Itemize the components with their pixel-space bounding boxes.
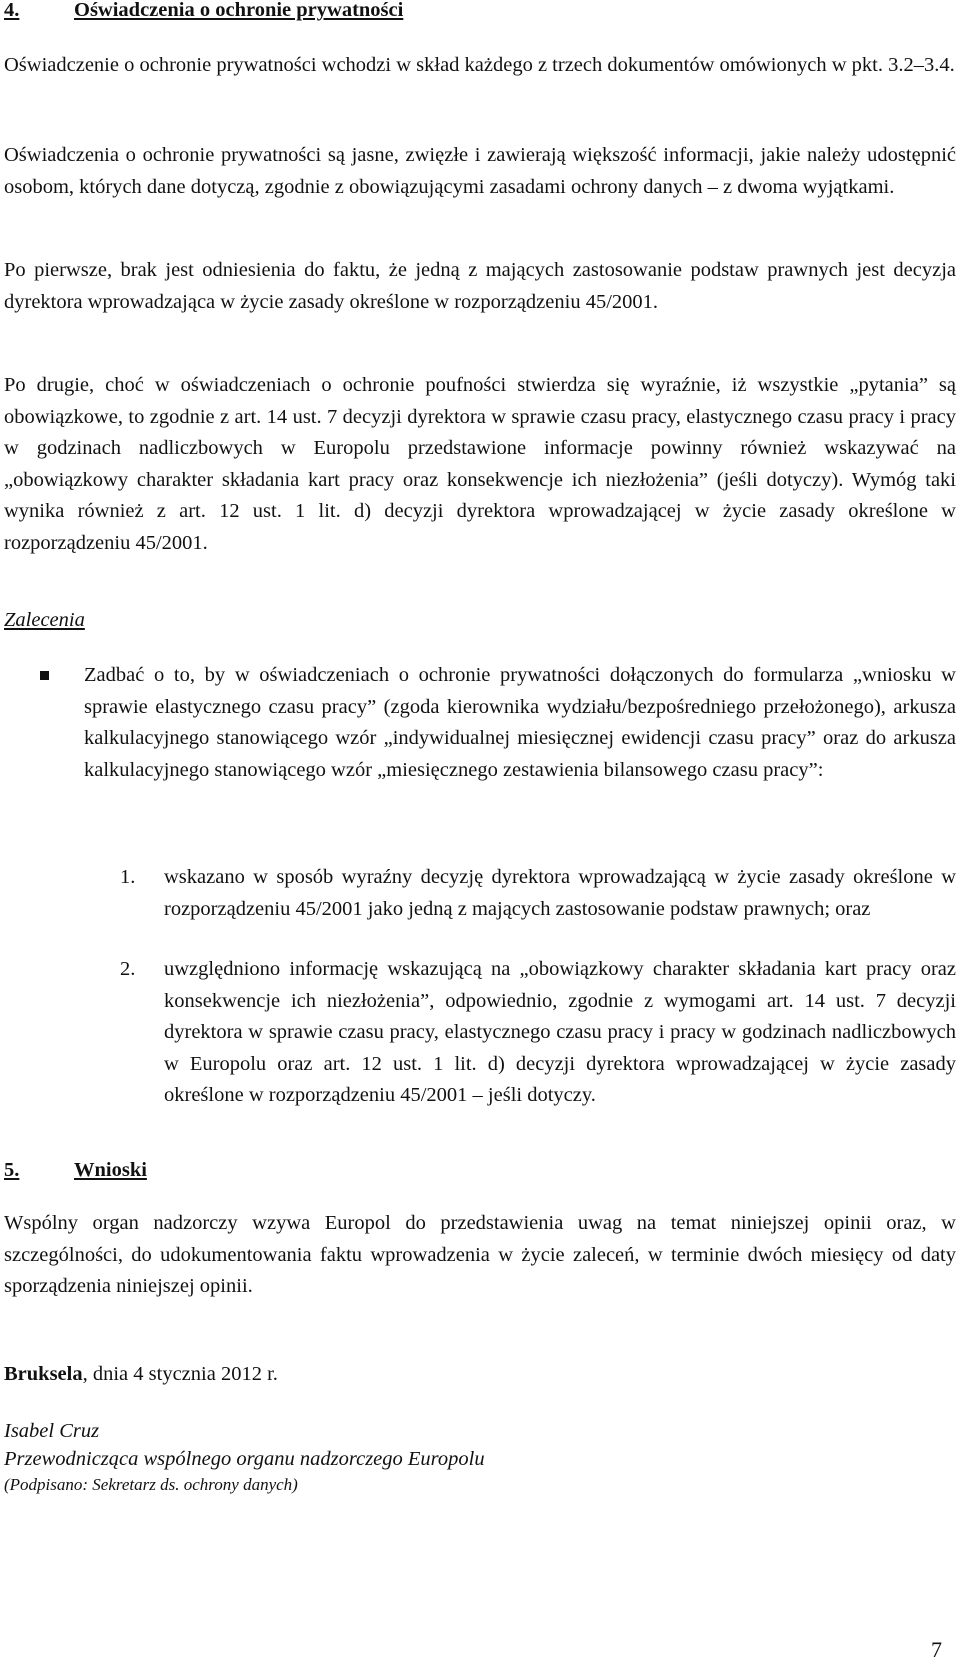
paragraph-3: Po pierwsze, brak jest odniesienia do faktu, że jedną z mających zastosowanie podstaw prawnych jest decyzja dyrektora wprowadzająca w życie zasady określone w rozporządzeniu 45/2001. <box>4 259 956 313</box>
city: Bruksela <box>4 1363 83 1385</box>
section-4-title: Oświadczenia o ochronie prywatności <box>74 0 404 21</box>
section-5-title: Wnioski <box>74 1159 147 1181</box>
page-number: 7 <box>931 1637 942 1662</box>
item-2-number: 2. <box>120 958 136 980</box>
section-5-number: 5. <box>4 1159 20 1181</box>
section-5-heading <box>4 1156 956 1184</box>
paragraph-2: Oświadczenia o ochronie prywatności są jasne, zwięzłe i zawierają większość informacji, jakie należy udostępnić osobom, których dane dotyczą, zgodnie z obowiązującymi zasadami ochrony danych – z dwoma wyjątkami. <box>4 144 956 198</box>
conclusions-text: Wspólny organ nadzorczy wzywa Europol do przedstawienia uwag na temat niniejszej opinii oraz, w szczególności, do udokumentowania faktu wprowadzenia w życie zaleceń, w terminie dwóch miesięcy od daty sporządzenia niniejszej opinii. <box>4 1212 956 1297</box>
paragraph-1: Oświadczenie o ochronie prywatności wchodzi w skład każdego z trzech dokumentów omówionych w pkt. 3.2–3.4. <box>4 54 955 76</box>
date: , dnia 4 stycznia 2012 r. <box>82 1363 278 1385</box>
recommendations-heading: Zalecenia <box>4 609 85 631</box>
bullet-square-icon <box>40 671 49 680</box>
place-and-date <box>4 1360 956 1388</box>
recommendation-text: Zadbać o to, by w oświadczeniach o ochronie prywatności dołączonych do formularza „wniosku w sprawie elastycznego czasu pracy” (zgoda kierownika wydziału/bezpośredniego przełożonego), arkusza kalkulacyjnego stanowiącego wzór „indywidualnej miesięcznej ewidencji czasu pracy” oraz do arkusza kalkulacyjnego stanowiącego wzór „miesięcznego zestawienia bilansowego czasu pracy”: <box>84 664 956 781</box>
signatory-role: Przewodnicząca wspólnego organu nadzorczego Europolu <box>4 1448 485 1470</box>
signatory-name: Isabel Cruz <box>4 1420 100 1442</box>
item-1-text: wskazano w sposób wyraźny decyzję dyrektora wprowadzającą w życie zasady określone w rozporządzeniu 45/2001 jako jedną z mających zastosowanie podstaw prawnych; oraz <box>164 866 956 920</box>
signature-note: (Podpisano: Sekretarz ds. ochrony danych) <box>4 1475 298 1494</box>
section-4-heading <box>4 0 956 24</box>
paragraph-4: Po drugie, choć w oświadczeniach o ochronie poufności stwierdza się wyraźnie, iż wszystkie „pytania” są obowiązkowe, to zgodnie z art. 14 ust. 7 decyzji dyrektora w sprawie czasu pracy, elastycznego czasu pracy i pracy w godzinach nadliczbowych w Europolu przedstawione informacje powinny również wskazywać na „obowiązkowy charakter składania kart pracy oraz konsekwencje ich niezłożenia” (jeśli dotyczy). Wymóg taki wynika również z art. 12 ust. 1 lit. d) decyzji dyrektora wprowadzającej w życie zasady określone w rozporządzeniu 45/2001. <box>4 374 956 554</box>
item-2-text: uwzględniono informację wskazującą na „obowiązkowy charakter składania kart pracy oraz konsekwencje ich niezłożenia”, odpowiednio, zgodnie z wymogami art. 14 ust. 7 decyzji dyrektora w sprawie czasu pracy, elastycznego czasu pracy i pracy w godzinach nadliczbowych w Europolu oraz art. 12 ust. 1 lit. d) decyzji dyrektora wprowadzającej w życie zasady określone w rozporządzeniu 45/2001 – jeśli dotyczy. <box>164 958 956 1106</box>
section-4-number: 4. <box>4 0 20 21</box>
item-1-number: 1. <box>120 866 136 888</box>
